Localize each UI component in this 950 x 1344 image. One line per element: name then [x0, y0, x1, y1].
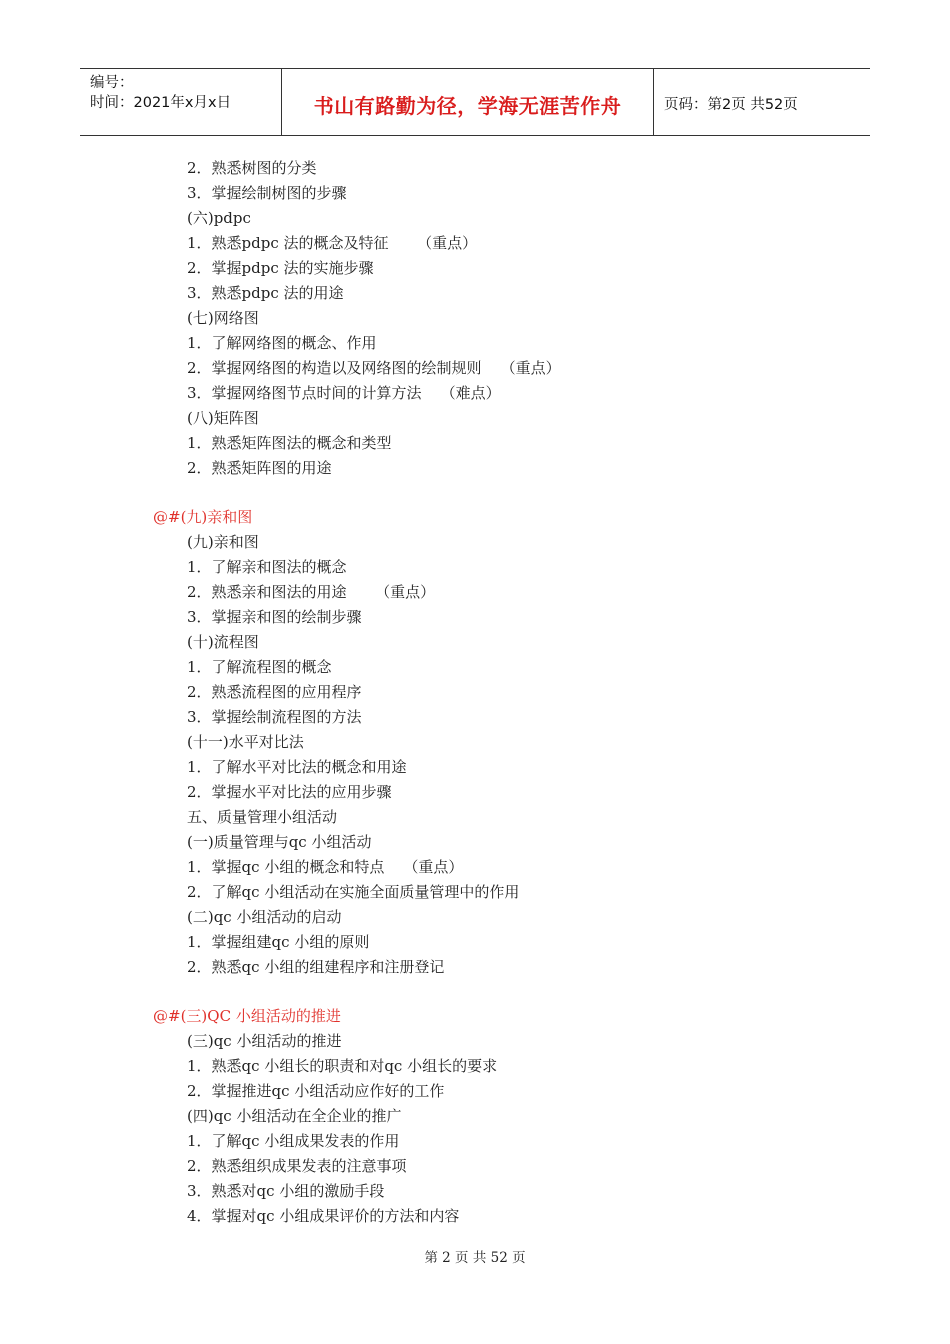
- outline-line: 1．熟悉矩阵图法的概念和类型: [187, 434, 392, 452]
- section-marker: @#(九)亲和图: [153, 508, 253, 526]
- outline-line: 2．熟悉qc 小组的组建程序和注册登记: [187, 958, 445, 976]
- outline-line: (一)质量管理与qc 小组活动: [187, 833, 372, 851]
- header-meta: [80, 69, 282, 135]
- outline-line: (八)矩阵图: [187, 409, 259, 427]
- outline-line: 3．掌握绘制树图的步骤: [187, 184, 347, 202]
- outline-line: 五、质量管理小组活动: [187, 808, 338, 826]
- outline-line: (四)qc 小组活动在全企业的推广: [187, 1107, 402, 1125]
- outline-line: 3．掌握网络图节点时间的计算方法 （难点）: [187, 384, 501, 402]
- outline-line: 1．了解网络图的概念、作用: [187, 334, 377, 352]
- outline-line: 2．熟悉树图的分类: [187, 159, 317, 177]
- outline-line: 3．熟悉对qc 小组的激励手段: [187, 1182, 385, 1200]
- outline-line: (二)qc 小组活动的启动: [187, 908, 342, 926]
- outline-line: 3．熟悉pdpc 法的用途: [187, 284, 344, 302]
- section-marker: @#(三)QC 小组活动的推进: [153, 1007, 341, 1025]
- outline-line: 4．掌握对qc 小组成果评价的方法和内容: [187, 1207, 460, 1225]
- outline-line: 2．掌握网络图的构造以及网络图的绘制规则 （重点）: [187, 359, 561, 377]
- outline-line: (三)qc 小组活动的推进: [187, 1032, 342, 1050]
- outline-line: 3．掌握绘制流程图的方法: [187, 708, 362, 726]
- outline-line: 2．熟悉组织成果发表的注意事项: [187, 1157, 407, 1175]
- outline-line: 2．熟悉亲和图法的用途 （重点）: [187, 583, 436, 601]
- outline-line: 1．熟悉qc 小组长的职责和对qc 小组长的要求: [187, 1057, 498, 1075]
- header-motto: 书山有路勤为径，学海无涯苦作舟: [282, 69, 654, 135]
- outline-line: 1．熟悉pdpc 法的概念及特征 （重点）: [187, 234, 478, 252]
- page-header: [80, 68, 870, 136]
- outline-line: 2．了解qc 小组活动在实施全面质量管理中的作用: [187, 883, 520, 901]
- outline-line: 2．掌握推进qc 小组活动应作好的工作: [187, 1082, 445, 1100]
- outline-line: 2．掌握水平对比法的应用步骤: [187, 783, 392, 801]
- outline-line: 1．了解流程图的概念: [187, 658, 332, 676]
- outline-line: (六)pdpc: [187, 209, 251, 227]
- outline-line: (七)网络图: [187, 309, 259, 327]
- outline-line: 2．熟悉流程图的应用程序: [187, 683, 362, 701]
- outline-line: 2．熟悉矩阵图的用途: [187, 459, 332, 477]
- outline-line: 1．了解qc 小组成果发表的作用: [187, 1132, 400, 1150]
- document-number-label: 编号：: [90, 75, 134, 91]
- header-page-info: 页码：第2页 共52页: [664, 96, 798, 113]
- page-footer: 第 2 页 共 52 页: [424, 1250, 526, 1266]
- document-time-label: 时间：2021年x月x日: [90, 95, 232, 111]
- outline-line: (十)流程图: [187, 633, 259, 651]
- outline-line: 1．掌握qc 小组的概念和特点 （重点）: [187, 858, 464, 876]
- outline-line: 3．掌握亲和图的绘制步骤: [187, 608, 362, 626]
- outline-line: 1．了解水平对比法的概念和用途: [187, 758, 407, 776]
- outline-line: 1．了解亲和图法的概念: [187, 558, 347, 576]
- outline-line: (九)亲和图: [187, 533, 259, 551]
- outline-line: (十一)水平对比法: [187, 733, 304, 751]
- outline-line: 2．掌握pdpc 法的实施步骤: [187, 259, 374, 277]
- outline-line: 1．掌握组建qc 小组的原则: [187, 933, 370, 951]
